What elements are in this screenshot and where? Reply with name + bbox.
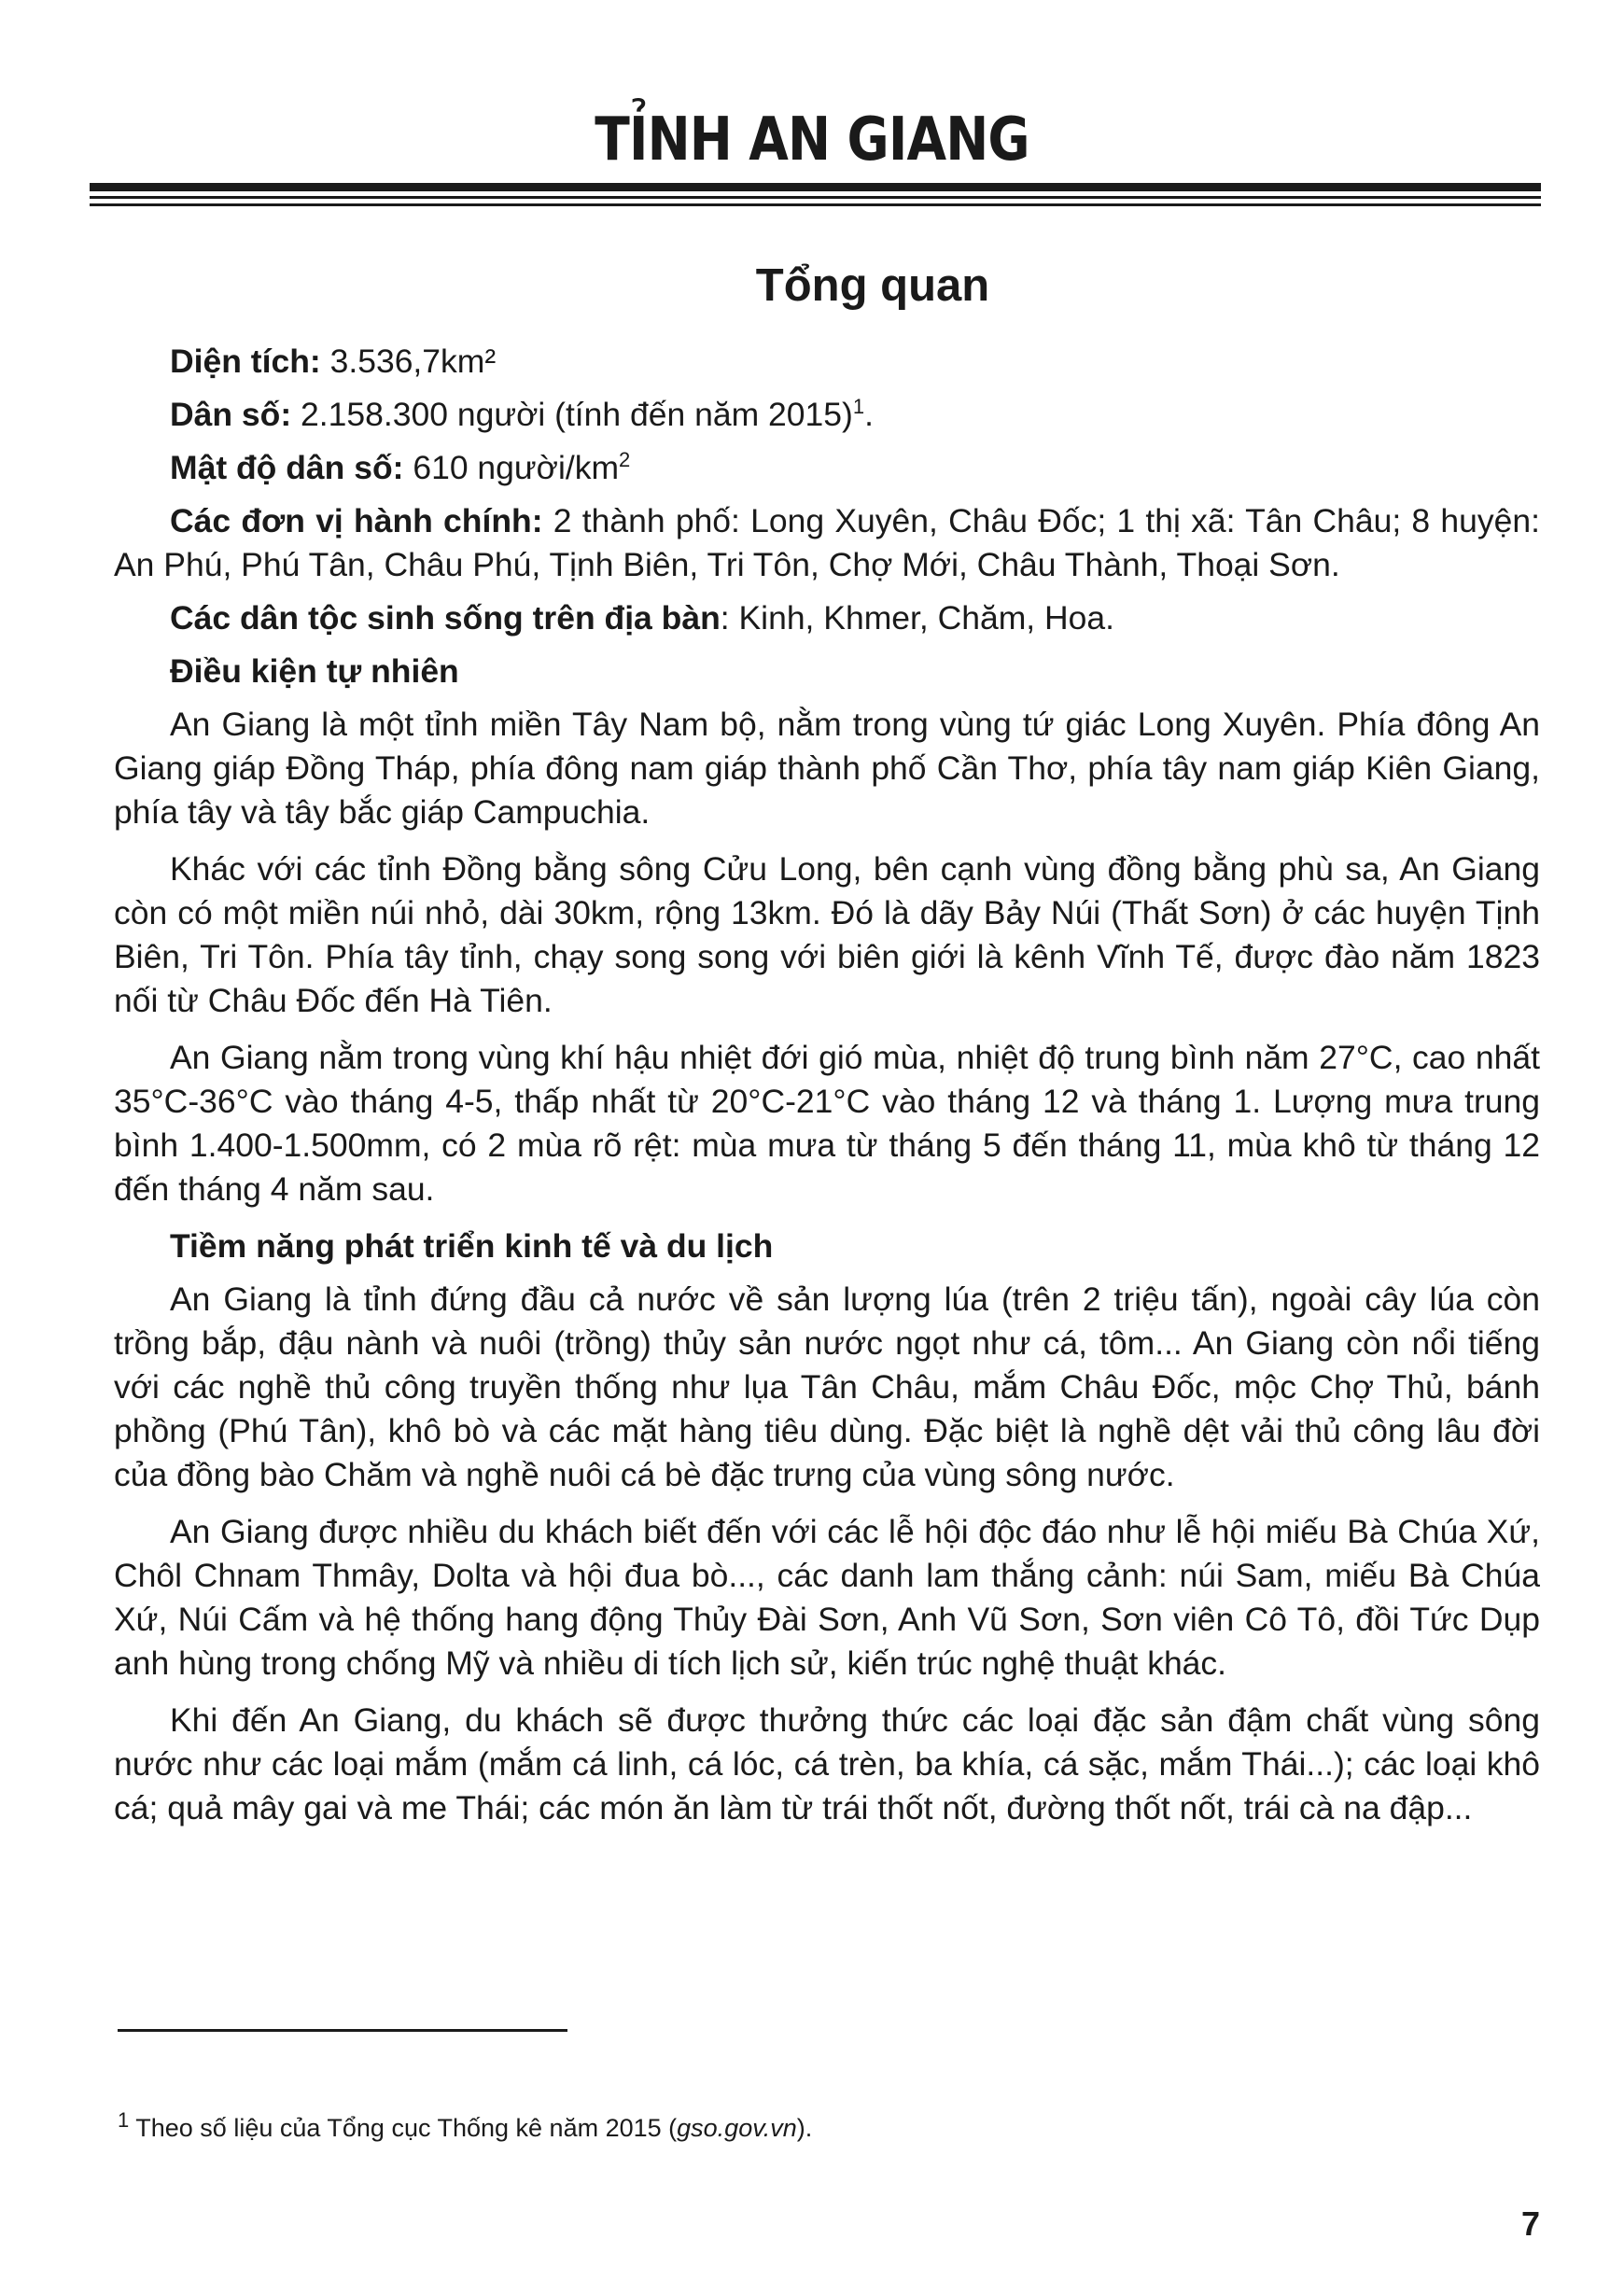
paragraph: An Giang nằm trong vùng khí hậu nhiệt đới gió mùa, nhiệt độ trung bình năm 27°C, cao nhất 35°C-36°C vào tháng 4-5, thấp nhất từ 20°C-21°C vào tháng 12 và tháng 1. Lượng mưa trung bình 1.400-1.500mm, có 2 mùa rõ rệt: mùa mưa từ tháng 5 đến tháng 11, mùa khô từ tháng 12 đến tháng 4 năm sau. xyxy=(114,1039,1540,1208)
paragraph: Khi đến An Giang, du khách sẽ được thưởng thức các loại đặc sản đậm chất vùng sông nước như các loại mắm (mắm cá linh, cá lóc, cá trèn, ba khía, cá sặc, mắm Thái...); các loại khô cá; quả mây gai và me Thái; các món ăn làm từ trái thốt nốt, đường thốt nốt, trái cà na đập... xyxy=(114,1701,1540,1826)
page-title: TỈNH AN GIANG xyxy=(595,105,1029,175)
fact-punct: . xyxy=(864,396,874,433)
footnote-source: gso.gov.vn xyxy=(677,2114,797,2142)
fact-value: 2 thành phố: Long Xuyên, Châu Đốc; 1 thị xã: Tân Châu; 8 huyện: An Phú, Phú Tân, Châu Phú, Tịnh Biên, Tri Tôn, Chợ Mới, Châu Thành, Thoại Sơn. xyxy=(114,502,1540,583)
fact-label: Các đơn vị hành chính: xyxy=(170,502,543,539)
fact-value: 610 người/km xyxy=(403,449,620,486)
main-content xyxy=(114,340,1540,1843)
fact-density xyxy=(114,446,1540,490)
paragraph: An Giang là một tỉnh miền Tây Nam bộ, nằm trong vùng tứ giác Long Xuyên. Phía đông An Giang giáp Đồng Tháp, phía đông nam giáp thành phố Cần Thơ, phía tây nam giáp Kiên Giang, phía tây và tây bắc giáp Campuchia. xyxy=(114,706,1540,831)
fact-label: Các dân tộc sinh sống trên địa bàn xyxy=(170,599,721,637)
page-number: 7 xyxy=(1520,2204,1540,2243)
title-rule-thick xyxy=(90,183,1541,191)
footnote-close: ). xyxy=(796,2114,813,2142)
title-rule-thin-1 xyxy=(90,196,1541,199)
footnote-separator xyxy=(118,2029,567,2032)
fact-ethnic-groups xyxy=(114,596,1540,640)
fact-value: 3.536,7km² xyxy=(320,343,497,380)
footnote-text: Theo số liệu của Tổng cục Thống kê năm 2015 ( xyxy=(129,2114,678,2142)
fact-label: Dân số: xyxy=(170,396,292,433)
fact-area xyxy=(114,340,1540,384)
footnote xyxy=(118,2108,813,2143)
footnote-mark: 1 xyxy=(118,2108,130,2132)
fact-label: Mật độ dân số: xyxy=(170,449,404,486)
paragraph: An Giang được nhiều du khách biết đến với các lễ hội độc đáo như lễ hội miếu Bà Chúa Xứ, Chôl Chnam Thmây, Dolta và hội đua bò..., các danh lam thắng cảnh: núi Sam, miếu Bà Chúa Xứ, Núi Cấm và hệ thống hang động Thủy Đài Sơn, Anh Vũ Sơn, Sơn viên Cô Tô, đồi Tức Dụp anh hùng trong chống Mỹ và nhiều di tích lịch sử, kiến trúc nghệ thuật khác. xyxy=(114,1513,1540,1682)
paragraph: Khác với các tỉnh Đồng bằng sông Cửu Long, bên cạnh vùng đồng bằng phù sa, An Giang còn có một miền núi nhỏ, dài 30km, rộng 13km. Đó là dãy Bảy Núi (Thất Sơn) ở các huyện Tịnh Biên, Tri Tôn. Phía tây tỉnh, chạy song song với biên giới là kênh Vĩnh Tế, được đào năm 1823 nối từ Châu Đốc đến Hà Tiên. xyxy=(114,850,1540,1019)
section-heading-economy: Tiềm năng phát triển kinh tế và du lịch xyxy=(170,1227,774,1265)
fact-value: 2.158.300 người (tính đến năm 2015) xyxy=(291,396,853,433)
title-rule-thin-2 xyxy=(90,203,1541,206)
paragraph: An Giang là tỉnh đứng đầu cả nước về sản lượng lúa (trên 2 triệu tấn), ngoài cây lúa còn trồng bắp, đậu nành và nuôi (trồng) thủy sản nước ngọt như cá, tôm... An Giang còn nổi tiếng với các nghề thủ công truyền thống như lụa Tân Châu, mắm Châu Đốc, mộc Chợ Thủ, bánh phồng (Phú Tân), khô bò và các mặt hàng tiêu dùng. Đặc biệt là nghề dệt vải thủ công lâu đời của đồng bào Chăm và nghề nuôi cá bè đặc trưng của vùng sông nước. xyxy=(114,1280,1540,1493)
fact-population xyxy=(114,393,1540,437)
section-title: Tổng quan xyxy=(755,260,990,311)
fact-admin-units xyxy=(114,499,1540,587)
superscript: 2 xyxy=(619,448,631,472)
section-heading-nature: Điều kiện tự nhiên xyxy=(170,652,459,690)
fact-value: : Kinh, Khmer, Chăm, Hoa. xyxy=(720,599,1115,637)
footnote-ref: 1 xyxy=(852,395,865,419)
fact-label: Diện tích: xyxy=(170,343,321,380)
